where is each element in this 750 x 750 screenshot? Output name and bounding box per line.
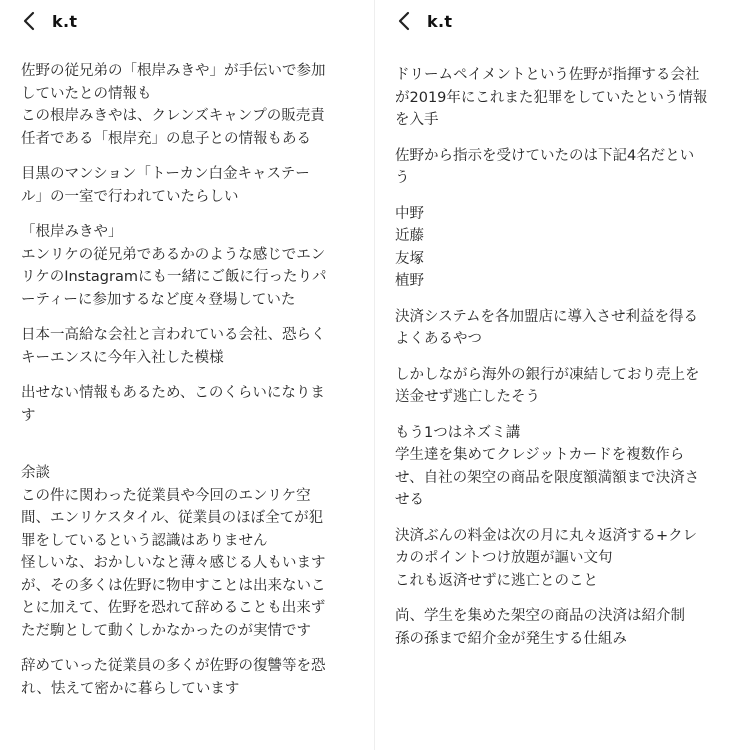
message-line: 佐野の従兄弟の「根岸みきや」が手伝いで参加 — [21, 63, 326, 79]
chat-title: k.t — [52, 11, 78, 31]
message-line: が、その多くは佐野に物申すことは出来ないこ — [21, 577, 326, 594]
message-paragraph — [395, 422, 741, 512]
back-chevron-icon[interactable] — [395, 11, 415, 31]
message-line: 余談 — [21, 465, 50, 481]
message-paragraph — [395, 203, 741, 293]
message-paragraph — [21, 60, 367, 150]
message-line: 中野 — [395, 205, 424, 222]
message-line: エンリケの従兄弟であるかのような感じでエン — [21, 246, 326, 263]
chat-header — [20, 8, 77, 34]
message-line: 尚、学生を集めた架空の商品の決済は紹介制 — [395, 608, 685, 624]
right-chat-panel — [376, 0, 750, 750]
message-line: 罪をしているという認識はありません — [21, 532, 268, 549]
message-body — [21, 60, 367, 713]
message-body — [395, 64, 741, 663]
message-line: 近藤 — [395, 228, 424, 244]
message-paragraph — [21, 221, 367, 311]
message-line: キーエンスに今年入社した模様 — [21, 349, 224, 366]
message-line: が2019年にこれまた犯罪をしていたという情報 — [395, 89, 708, 106]
message-line: この件に関わった従業員や今回のエンリケ空 — [21, 487, 311, 504]
message-line: 学生達を集めてクレジットカードを複数作ら — [395, 447, 685, 463]
message-paragraph — [21, 382, 367, 427]
message-paragraph — [395, 605, 741, 650]
message-line: 目黒のマンション「トーカン白金キャステー — [21, 166, 310, 182]
message-paragraph — [21, 324, 367, 369]
message-line: これも返済せずに逃亡とのこと — [395, 572, 598, 589]
message-line: 出せない情報もあるため、このくらいになりま — [21, 385, 325, 401]
message-line: を入手 — [395, 112, 439, 128]
message-line: ただ駒として動くしかなかったのが実情です — [21, 622, 311, 639]
left-chat-panel — [0, 0, 372, 750]
message-line: せ、自社の架空の商品を限度額満額まで決済さ — [395, 469, 700, 486]
message-line: す — [21, 407, 36, 424]
message-line: 「根岸みきや」 — [21, 224, 123, 240]
message-line: う — [395, 170, 410, 186]
message-line: れ、怯えて密かに暮らしています — [21, 680, 240, 697]
chat-header — [395, 8, 452, 34]
message-paragraph — [395, 525, 741, 593]
message-line: ーティーに参加するなど度々登場していた — [21, 291, 296, 308]
message-paragraph — [395, 145, 741, 190]
message-line: 佐野から指示を受けていたのは下記4名だとい — [395, 147, 695, 164]
message-line: 決済システムを各加盟店に導入させ利益を得る — [395, 308, 699, 325]
message-line: 日本一高給な会社と言われている会社、恐らく — [21, 327, 326, 343]
message-line: カのポイントつけ放題が謳い文句 — [395, 550, 613, 566]
message-line: 任者である「根岸充」の息子との情報もある — [21, 130, 311, 147]
message-paragraph — [21, 462, 367, 642]
message-line: よくあるやつ — [395, 331, 482, 347]
message-line: 孫の孫まで紹介金が発生する仕組み — [395, 630, 627, 647]
message-line: リケのInstagramにも一緒にご飯に行ったりパ — [21, 269, 327, 285]
back-chevron-icon[interactable] — [20, 11, 40, 31]
message-line: しかしながら海外の銀行が凍結しており売上を — [395, 366, 700, 383]
message-line: 友塚 — [395, 250, 424, 267]
message-line: もう1つはネズミ講 — [395, 424, 521, 441]
panel-divider — [374, 0, 375, 750]
message-line: 送金せず逃亡したそう — [395, 389, 540, 405]
message-paragraph — [21, 655, 367, 700]
message-line: ドリームペイメントという佐野が指揮する会社 — [395, 67, 700, 83]
blank-line — [21, 440, 367, 462]
message-line: 間、エンリケスタイル、従業員のほぼ全てが犯 — [21, 510, 324, 526]
message-paragraph — [395, 64, 741, 132]
message-line: 決済ぶんの料金は次の月に丸々返済する+クレ — [395, 527, 698, 544]
message-line: 植野 — [395, 273, 424, 289]
message-line: していたとの情報も — [21, 85, 152, 102]
message-line: とに加えて、佐野を恐れて辞めることも出来ず — [21, 600, 326, 616]
message-paragraph — [395, 364, 741, 409]
message-line: ル」の一室で行われていたらしい — [21, 188, 239, 205]
message-line: 辞めていった従業員の多くが佐野の復讐等を恐 — [21, 658, 326, 674]
message-line: 怪しいな、おかしいなと薄々感じる人もいます — [21, 555, 326, 571]
message-paragraph — [21, 163, 367, 208]
message-paragraph — [395, 306, 741, 351]
chat-title: k.t — [427, 11, 453, 31]
message-line: せる — [395, 492, 424, 508]
message-line: この根岸みきやは、クレンズキャンプの販売責 — [21, 108, 325, 124]
